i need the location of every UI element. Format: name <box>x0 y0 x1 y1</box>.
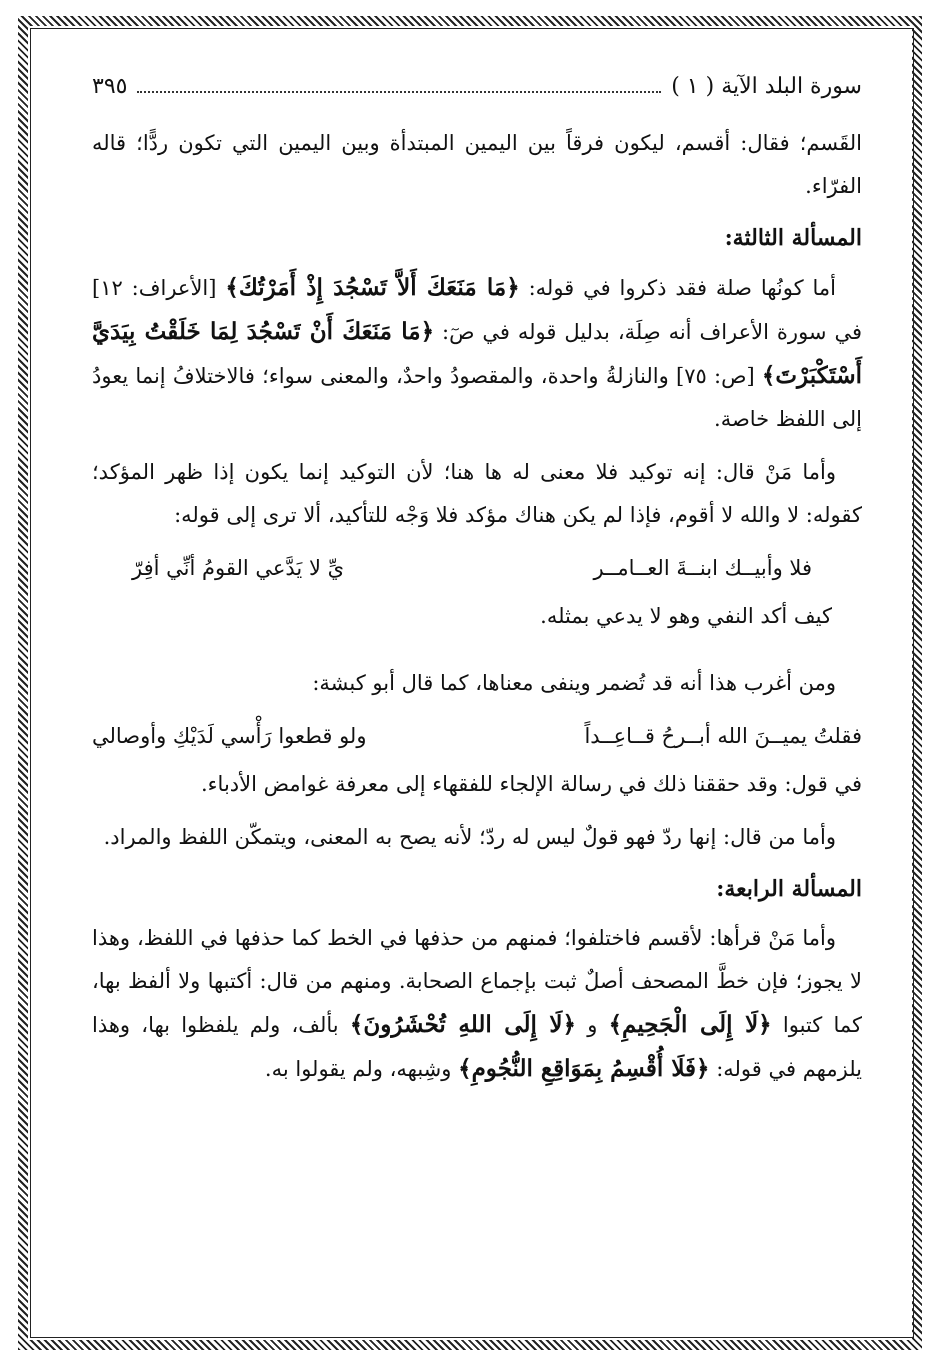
paragraph-4: كيف أكد النفي وهو لا يدعي بمثله. <box>540 604 832 628</box>
paragraph-5: ومن أغرب هذا أنه قد تُضمر وينفى معناها، كما قال أبو كبشة: <box>312 671 836 695</box>
paragraph-8 <box>92 917 862 1091</box>
paragraph-2-text-b: [الأعراف: ١٢] في سورة الأعراف أنه صِلَة، بدليل قوله في صٓ: <box>92 276 862 344</box>
paragraph-8-text-c: وشِبهه، ولم يقولوا به. <box>264 1057 459 1081</box>
poetry-verse-2 <box>92 715 862 757</box>
running-header <box>92 74 862 114</box>
quran-quote-1: ﴿مَا مَنَعَكَ أَلاَّ تَسْجُدَ إِذْ أَمَرْتُكَ﴾ <box>225 274 520 301</box>
paragraph-3: وأما مَنْ قال: إنه توكيد فلا معنى له ها هنا؛ لأن التوكيد إنما يكون إذا ظهر المؤكد؛ كقوله: لا والله لا أقوم، فإذا لم يكن هناك مؤكد فلا وَجْه للتأكيد، ألا ترى إلى قوله: <box>92 460 862 527</box>
paragraph-2-text-c: [ص: ٧٥] والنازلةُ واحدة، والمقصودُ واحدٌ، والمعنى سواء؛ فالاختلافُ إنما يعودُ إلى اللفظ خاصة. <box>92 364 862 431</box>
verse-1-first-hemistich: فلا وأبيــك ابنــةَ العــامــر <box>593 556 812 580</box>
paragraph-8-text-b: بألف، ولم يلفظوا بها، وهذا يلزمهم في قوله: <box>92 1013 862 1081</box>
quran-quote-2: ﴿مَا مَنَعَكَ أَنْ تَسْجُدَ لِمَا خَلَقْتُ بِيَدَيَّ أَسْتَكْبَرْتَ﴾ <box>92 318 862 389</box>
book-page <box>92 74 862 1314</box>
paragraph-2-text-a: أما كونُها صلة فقد ذكروا في قوله: <box>519 276 836 300</box>
poetry-verse-1 <box>92 547 862 589</box>
verse-2-first-hemistich: فقلتُ يميــنَ الله أبــرحُ قــاعِــداً <box>584 724 862 748</box>
paragraph-8-text-a: وأما مَنْ قرأها: لأقسم فاختلفوا؛ فمنهم من حذفها في الخط كما حذفها في اللفظ، وهذا لا يجوز؛ فإن خطَّ المصحف أصلٌ ثبت بإجماع الصحابة. ومنهم من قال: أكتبها ولا ألفظ بها، كما كتبوا <box>92 926 863 1037</box>
quran-quote-4: ﴿لَا إِلَى اللهِ تُحْشَرُونَ﴾ <box>349 1011 576 1038</box>
header-leader-dots <box>137 77 661 93</box>
paragraph-8-and: و <box>575 1013 609 1037</box>
paragraph-7: وأما من قال: إنها ردّ فهو قولٌ ليس له ردّ؛ لأنه يصح به المعنى، ويتمكّن اللفظ والمراد. <box>103 825 836 849</box>
section-heading-3: المسألة الثالثة: <box>724 225 862 251</box>
verse-2-second-hemistich: ولو قطعوا رَأْسي لَدَيْكِ وأوصالي <box>92 724 367 748</box>
section-heading-4: المسألة الرابعة: <box>716 876 862 902</box>
page-number: ٣٩٥ <box>92 74 128 99</box>
quran-quote-5: ﴿فَلَا أُقْسِمُ بِمَوَاقِعِ النُّجُومِ﴾ <box>458 1055 710 1082</box>
verse-1-second-hemistich: يِّ لا يَدَّعي القومُ أنِّي أفِرّ <box>132 556 345 580</box>
paragraph-6: في قول: وقد حققنا ذلك في رسالة الإلجاء للفقهاء إلى معرفة غوامض الأدباء. <box>201 772 862 796</box>
paragraph-2 <box>92 266 862 441</box>
paragraph-1: القَسم؛ فقال: أقسم، ليكون فرقاً بين اليمين المبتدأة وبين اليمين التي تكون ردًّا؛ قاله الفرّاء. <box>92 131 862 198</box>
header-title: سورة البلد الآية ( ١ ) <box>671 74 862 99</box>
quran-quote-3: ﴿لَا إِلَى الْجَحِيمِ﴾ <box>608 1011 772 1038</box>
